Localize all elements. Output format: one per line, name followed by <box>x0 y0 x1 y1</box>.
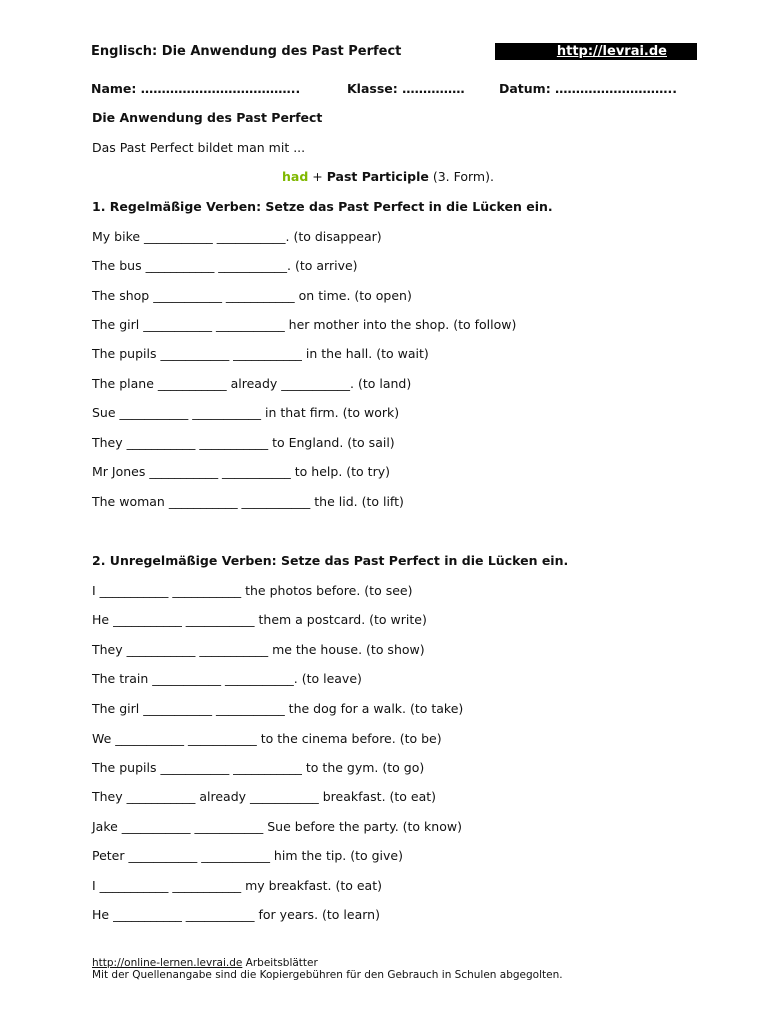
name-field: Name: ……………………………….. <box>91 81 301 96</box>
exercise-item: They ___________ already ___________ breakfast. (to eat) <box>92 789 437 804</box>
exercise-item: Peter ___________ ___________ him the tip. (to give) <box>92 848 403 863</box>
exercise-item: The pupils ___________ ___________ in the hall. (to wait) <box>92 346 429 361</box>
exercise-item: Sue ___________ ___________ in that firm. (to work) <box>92 405 400 420</box>
exercise-item: The girl ___________ ___________ the dog for a walk. (to take) <box>92 701 464 716</box>
exercise-item: I ___________ ___________ the photos before. (to see) <box>92 583 413 598</box>
exercise-item: He ___________ ___________ for years. (to learn) <box>92 907 380 922</box>
header-link[interactable]: http://levrai.de <box>556 44 667 59</box>
worksheet-title: Englisch: Die Anwendung des Past Perfect <box>91 44 402 59</box>
exercise-item: They ___________ ___________ me the house. (to show) <box>92 642 425 657</box>
formula-plus: + <box>308 169 327 184</box>
formula-past-participle: Past Participle <box>326 169 429 184</box>
exercise-item: I ___________ ___________ my breakfast. (to eat) <box>92 878 382 893</box>
date-field: Datum: ……………………….. <box>499 81 678 96</box>
footer <box>92 957 563 981</box>
exercise-item: The pupils ___________ ___________ to the gym. (to go) <box>92 760 425 775</box>
exercise-item: The girl ___________ ___________ her mother into the shop. (to follow) <box>92 317 517 332</box>
section1-title: 1. Regelmäßige Verben: Setze das Past Perfect in die Lücken ein. <box>92 199 553 214</box>
intro-text: Das Past Perfect bildet man mit ... <box>92 140 306 155</box>
exercise-item: The plane ___________ already ___________. (to land) <box>92 376 412 391</box>
exercise-item: He ___________ ___________ them a postcard. (to write) <box>92 612 427 627</box>
exercise-item: The bus ___________ ___________. (to arrive) <box>92 258 358 273</box>
intro-title: Die Anwendung des Past Perfect <box>92 110 323 125</box>
class-field: Klasse: …………… <box>347 81 465 96</box>
header-link-bar <box>495 43 697 60</box>
section2-title: 2. Unregelmäßige Verben: Setze das Past Perfect in die Lücken ein. <box>92 553 569 568</box>
exercise-item: Jake ___________ ___________ Sue before the party. (to know) <box>92 819 462 834</box>
formula-rest: (3. Form). <box>428 169 494 184</box>
exercise-item: We ___________ ___________ to the cinema before. (to be) <box>92 731 442 746</box>
exercise-item: My bike ___________ ___________. (to disappear) <box>92 229 382 244</box>
exercise-item: The train ___________ ___________. (to leave) <box>92 671 362 686</box>
exercise-item: They ___________ ___________ to England. (to sail) <box>92 435 395 450</box>
footer-note: Mit der Quellenangabe sind die Kopiergebühren für den Gebrauch in Schulen abgegolten. <box>92 969 563 981</box>
formula <box>282 169 494 184</box>
footer-link[interactable]: http://online-lernen.levrai.de <box>92 957 243 969</box>
footer-link-suffix: Arbeitsblätter <box>242 957 318 969</box>
formula-had: had <box>282 169 309 184</box>
exercise-item: The woman ___________ ___________ the lid. (to lift) <box>92 494 404 509</box>
exercise-item: Mr Jones ___________ ___________ to help. (to try) <box>92 464 390 479</box>
exercise-item: The shop ___________ ___________ on time. (to open) <box>92 288 412 303</box>
